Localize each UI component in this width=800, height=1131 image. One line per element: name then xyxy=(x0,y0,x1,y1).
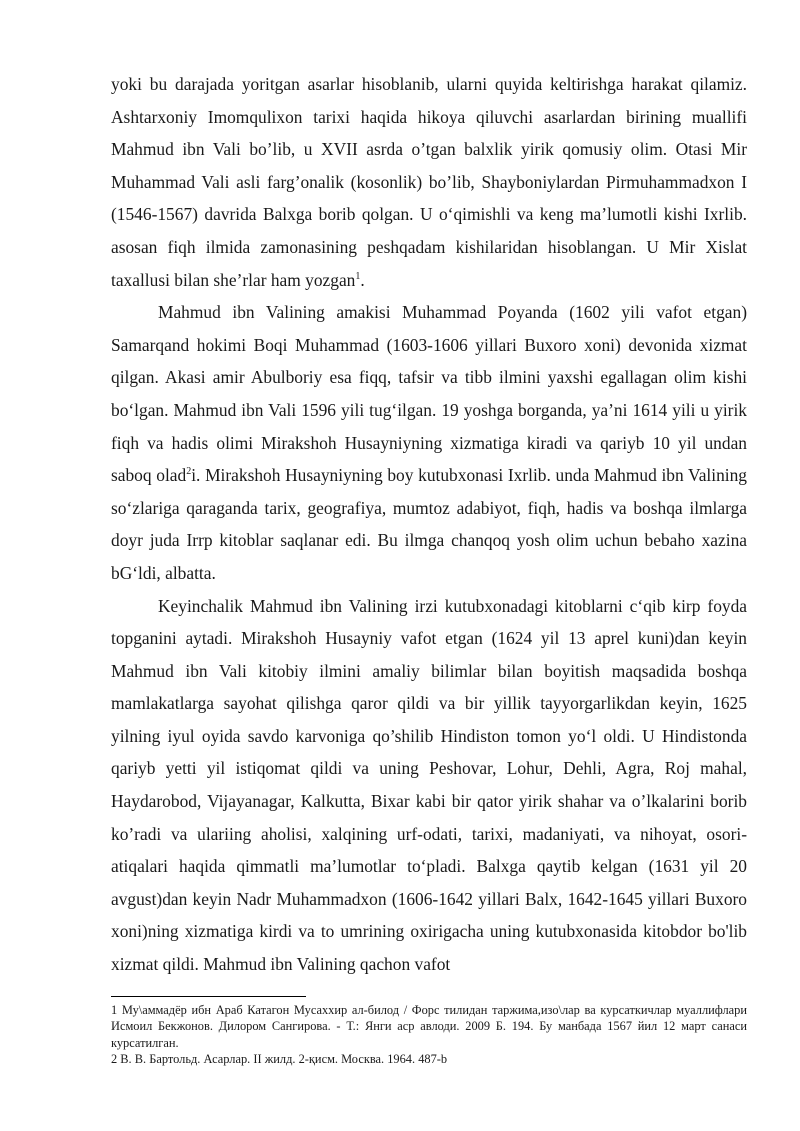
footnote-ref-1[interactable]: 1 xyxy=(355,270,361,282)
paragraph-1 xyxy=(111,68,747,296)
footnotes xyxy=(111,1002,747,1068)
paragraph-tail: i. Mirakshoh Husayniyning boy kutubxonasi Ixrlib. unda Mahmud ibn Valining so‘zlariga qaraganda tarix, geografiya, mumtoz adabiyot, fiqh, hadis va boshqa ilmlarga doyr juda Irrp kitoblar saqlanar edi. Bu ilmga chanqoq yosh olim uchun bebaho xazina bG‘ldi, albatta. xyxy=(111,465,747,583)
paragraph-tail: . xyxy=(360,269,365,290)
paragraph-2 xyxy=(111,296,747,589)
footnote-ref-2[interactable]: 2 xyxy=(186,466,192,478)
paragraph-3 xyxy=(111,590,747,981)
footnote-separator xyxy=(111,996,306,997)
paragraph-text: Mahmud ibn Valining amakisi Muhammad Poyanda (1602 yili vafot etgan) Samarqand hokimi Boqi Muhammad (1603-1606 yillari Buxoro xoni) devonida xizmat qilgan. Akasi amir Abulboriy esa fiqq, tafsir va tibb ilmini yaxshi egallagan olim kishi bo‘lgan. Mahmud ibn Vali 1596 yili tug‘ilgan. 19 yoshga borganda, ya’ni 1614 yili u yirik fiqh va hadis olimi Mirakshoh Husayniyning xizmatiga kiradi va qariyb 10 yil undan saboq olad xyxy=(111,302,747,486)
footnote-1: 1 Му\аммадёр ибн Араб Катагон Мусаххир ал-билод / Форс тилидан таржима,изо\лар ва курсаткичлар муаллифлари Исмоил Бекжонов. Дилором Сангирова. - Т.: Янги аср авлоди. 2009 Б. 194. Бу манбада 1567 йил 12 март санаси курсатилган. xyxy=(111,1003,747,1050)
document-body xyxy=(111,68,747,981)
footnote-2: 2 В. В. Бартольд. Асарлар. II жилд. 2-қисм. Москва. 1964. 487-b xyxy=(111,1052,448,1067)
paragraph-text: yoki bu darajada yoritgan asarlar hisoblanib, ularni quyida keltirishga harakat qilamiz. Ashtarxoniy Imomqulixon tarixi haqida hikoya qiluvchi asarlardan birining muallifi Mahmud ibn Vali bo’lib, u XVII asrda o’tgan balxlik yirik qomusiy olim. Otasi Mir Muhammad Vali asli farg’onalik (kosonlik) bo’lib, Shayboniylardan Pirmuhammadxon I (1546-1567) davrida Balxga borib qolgan. U o‘qimishli va keng ma’lumotli kishi Ixrlib. asosan fiqh ilmida zamonasining peshqadam kishilaridan hisoblangan. U Mir Xislat taxallusi bilan she’rlar ham yozgan xyxy=(111,74,747,290)
paragraph-text: Keyinchalik Mahmud ibn Valining irzi kutubxonadagi kitoblarni c‘qib kirp foyda topganini aytadi. Mirakshoh Husayniy vafot etgan (1624 yil 13 aprel kuni)dan keyin Mahmud ibn Vali kitobiy ilmini amaliy bilimlar bilan boyitish maqsadida boshqa mamlakatlarga sayohat qilishga qaror qildi va bir yillik tayyorgarlikdan keyin, 1625 yilning iyul oyida savdo karvoniga qo’shilib Hindiston tomon yo‘l oldi. U Hindistonda qariyb yetti yil istiqomat qildi va uning Peshovar, Lohur, Dehli, Agra, Roj mahal, Haydarobod, Vijayanagar, Kalkutta, Bixar kabi bir qator yirik shahar va o’lkalarini borib ko’radi va ulariing aholisi, xalqining urf-odati, tarixi, madaniyati, va nihoyat, osori-atiqalari haqida qimmatli ma’lumotlar to‘pladi. Balxga qaytib kelgan (1631 yil 20 avgust)dan keyin Nadr Muhammadxon (1606-1642 yillari Balx, 1642-1645 yillari Buxoro xoni)ning xizmatiga kirdi va to umrining oxirigacha uning kutubxonasida kitobdor bo'lib xizmat qildi. Mahmud ibn Valining qachon vafot xyxy=(111,595,747,975)
